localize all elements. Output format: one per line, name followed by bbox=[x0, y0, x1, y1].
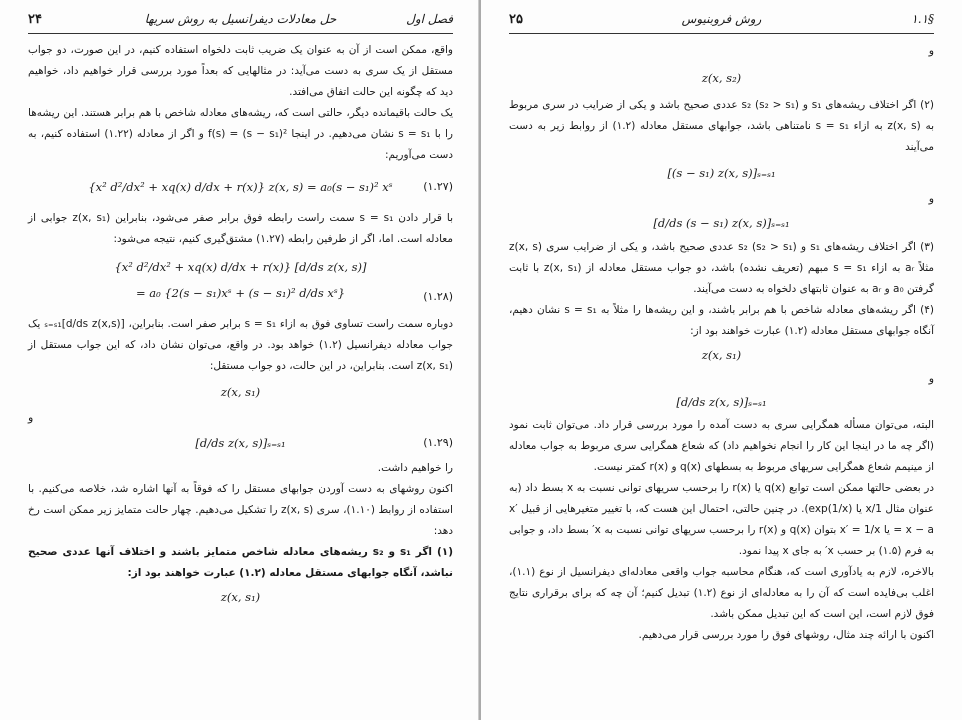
right-page-body bbox=[509, 40, 934, 714]
case-paragraph: (۱) اگر s₁ و s₂ ریشه‌های معادله شاخص متمایز باشند و اختلاف آنها عددی صحیح نباشد، آنگاه جوابهای مستقل معادله (۱.۲) عبارت خواهند بود از: bbox=[28, 546, 454, 579]
paragraph: در بعضی حالتها ممکن است توابع q(x) یا r(x) را برحسب سریهای توانی نسبت به x بسط داد (به عنوان مثال 1/x یا exp(1/x)). در چنین حالتی، احتمال این هست که، با تغییر متغیرهایی از قبیل x′ = x − a یا x′ = 1/x بتوان q(x) و r(x) را برحسب سریهای توانی نسبت به x′ بسط داد، و جوابی به فرم (۱.۵) بر حسب x′ به جای x پیدا نمود. bbox=[509, 482, 935, 557]
equation-body: {x² d²/dx² + xq(x) d/dx + r(x)} z(x, s) = a₀(s − s₁)² xˢ bbox=[88, 180, 393, 194]
paragraph: واقع، ممکن است از آن به عنوان یک ضریب ثابت دلخواه استفاده کنیم، در این صورت، دو جواب مستقل از یک سری به دست می‌آید: در مثالهایی که بعداً مورد بررسی قرار خواهیم داد، خواهیم دید که چگونه این حالت اتفاق می‌افتد. bbox=[28, 44, 453, 98]
equation-1-27 bbox=[28, 166, 453, 208]
case-paragraph: (۴) اگر ریشه‌های معادله شاخص با هم برابر باشند، و این ریشه‌ها را مثلاً به s = s₁ نشان دهیم، آنگاه جوابهای مستقل معادله (۱.۲) عبارت خواهند بود از: bbox=[509, 304, 934, 337]
equation-z-s2 bbox=[509, 61, 934, 95]
equation-case-1 bbox=[28, 584, 453, 610]
paragraph: بالاخره، لازم به یادآوری است که، هنگام محاسبه جواب واقعی معادله‌ای دیفرانسیل از نوع (۱.۱)، اغلب بی‌فایده است که آن را به معادله‌ای از نوع (۱.۲) تبدیل کنیم؛ آن چه که برای برقراری نتایج فوق لازم است، این است که این تبدیل ممکن باشد. bbox=[509, 566, 934, 620]
section-label: §۱.۱ bbox=[911, 12, 934, 26]
page-number: ۲۵ bbox=[509, 12, 523, 27]
paragraph: با قرار دادن s = s₁ سمت راست رابطه فوق برابر صفر می‌شود، بنابراین z(x, s₁) جوابی از معادله است. اما، اگر از طرفین رابطه (۱.۲۷) مشتق‌گیری کنیم، نتیجه می‌شود: bbox=[28, 212, 454, 245]
case-paragraph: (۳) اگر اختلاف ریشه‌های s₁ و s₂ (s₂ > s₁) عددی صحیح باشد، و یکی از ضرایب سری z(x, s) مثلاً aᵣ به ازاء s = s₁ مبهم (تعریف نشده) باشد، دو جواب مستقل معادله از z(x, s₁) با ثابت گرفتن a₀ و aᵣ به عنوان ثابتهای دلخواه به دست می‌آیند. bbox=[509, 241, 935, 295]
paragraph: را خواهیم داشت. bbox=[377, 462, 453, 474]
conjunction-and: و bbox=[928, 372, 934, 385]
left-page-body bbox=[28, 40, 453, 714]
equation-body: [(s − s₁) z(x, s)]ₛ₌ₛ₁ bbox=[667, 166, 776, 180]
running-title: حل معادلات دیفرانسیل به روش سریها bbox=[144, 12, 337, 26]
paragraph: دوباره سمت راست تساوی فوق به ازاء s = s₁ برابر صفر است. بنابراین، [d/ds z(x,s)]ₛ₌ₛ₁ یک جواب معادله دیفرانسیل (۱.۲) خواهد بود. در واقع، می‌توان نشان داد، که این جواب مستقل از z(x, s₁) است. بنابراین، در این حالت، دو جواب مستقل: bbox=[28, 318, 454, 372]
equation-body: z(x, s₂) bbox=[701, 71, 742, 85]
equation-tag: (۱.۲۹) bbox=[423, 436, 453, 449]
header-rule bbox=[509, 33, 934, 34]
right-page-header bbox=[509, 12, 934, 32]
equation-1-29 bbox=[28, 428, 453, 458]
conjunction-and: و bbox=[928, 192, 934, 205]
paragraph: اکنون با ارائه چند مثال، روشهای فوق را مورد بررسی قرار می‌دهیم. bbox=[638, 629, 934, 641]
paragraph: اکنون روشهای به دست آوردن جوابهای مستقل را که فوقاً به آنها اشاره شد، خلاصه می‌کنیم. با استفاده از روابط (۱.۱۰)، سری z(x, s) را تشکیل می‌دهیم. چهار حالت متمایز زیر ممکن است رخ دهد: bbox=[28, 483, 453, 537]
equation-case-4a bbox=[509, 342, 934, 368]
equation-body: [d/ds z(x, s)]ₛ₌ₛ₁ bbox=[676, 395, 767, 409]
equation-solution bbox=[28, 377, 453, 407]
running-title: روش فروبنیوس bbox=[681, 12, 762, 26]
equation-body: [d/ds z(x, s)]ₛ₌ₛ₁ bbox=[195, 436, 286, 450]
equation-line: {x² d²/dx² + xq(x) d/dx + r(x)} [d/ds z(x, s)] bbox=[114, 260, 367, 274]
equation-case-2b bbox=[509, 209, 934, 237]
equation-body: [d/ds (s − s₁) z(x, s)]ₛ₌ₛ₁ bbox=[653, 216, 790, 230]
equation-case-4b bbox=[509, 389, 934, 415]
page-number: ۲۴ bbox=[28, 12, 42, 27]
conjunction-and: و bbox=[928, 44, 934, 57]
header-rule bbox=[28, 33, 453, 34]
equation-1-28 bbox=[28, 250, 453, 314]
conjunction-and: و bbox=[28, 411, 34, 424]
right-page bbox=[481, 0, 962, 720]
equation-tag: (۱.۲۷) bbox=[423, 180, 453, 193]
equation-body: z(x, s₁) bbox=[220, 385, 261, 399]
equation-tag: (۱.۲۸) bbox=[423, 290, 453, 303]
case-paragraph: (۲) اگر اختلاف ریشه‌های s₁ و s₂ (s₂ > s₁) عددی صحیح باشد و یکی از ضرایب در سری مربوط به z(x, s) به ازاء s = s₁ نامتناهی باشد، جوابهای مستقل معادله (۱.۲) از روابط زیر به دست می‌آیند bbox=[509, 99, 934, 153]
equation-body: z(x, s₁) bbox=[220, 590, 261, 604]
equation-line: = a₀ {2(s − s₁)xˢ + (s − s₁)² d/ds xˢ} bbox=[135, 286, 346, 300]
paragraph: یک حالت باقیمانده دیگر، حالتی است که، ریشه‌های معادله شاخص با هم برابر هستند. این ریشه‌ها را با s = s₁ نشان می‌دهیم. در اینجا f(s) = (s − s₁)² و اگر از معادله (۱.۲۲) استفاده کنیم، به دست می‌آوریم: bbox=[28, 107, 453, 161]
left-page-header bbox=[28, 12, 453, 32]
equation-case-2a bbox=[509, 158, 934, 188]
equation-body: z(x, s₁) bbox=[701, 348, 742, 362]
paragraph: البته، می‌توان مسأله همگرایی سری به دست آمده را مورد بررسی قرار داد. می‌توان ثابت نمود (اگر چه ما در اینجا این کار را انجام نخواهیم داد) که شعاع همگرایی سری مربوط به جواب معادله از مینیمم شعاع همگرایی سریهای مربوط به بسطهای q(x) و r(x) کمتر نیست. bbox=[509, 419, 934, 473]
chapter-label: فصل اول bbox=[406, 12, 453, 26]
